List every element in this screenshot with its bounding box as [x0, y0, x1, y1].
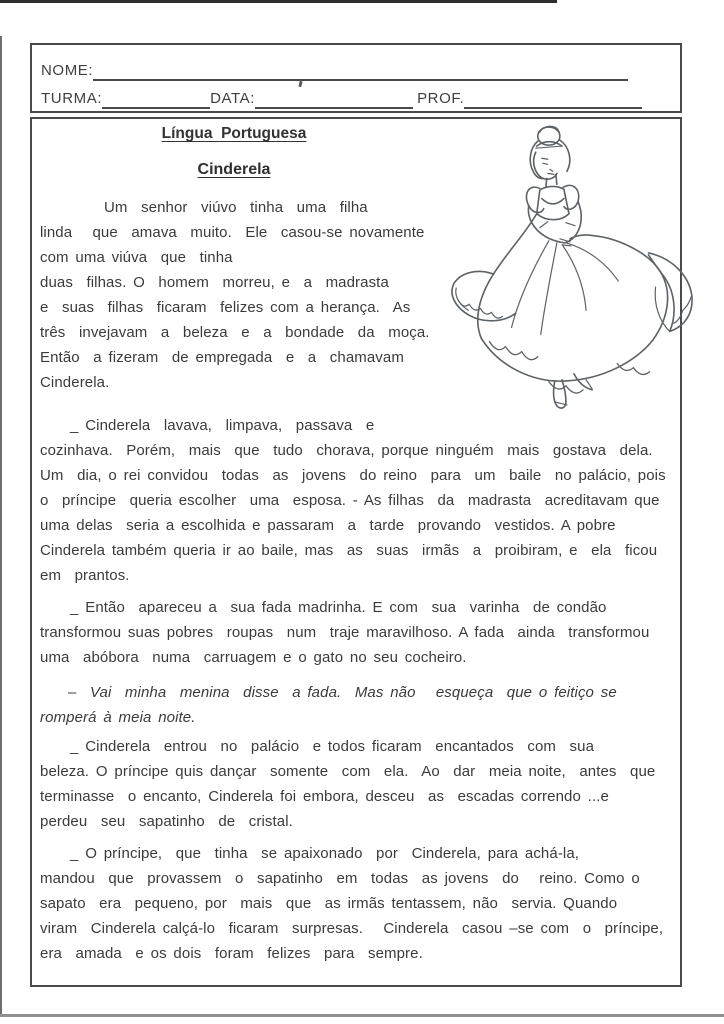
paragraph — [40, 841, 670, 966]
text-line: perdeu seu sapatinho de cristal. — [40, 813, 293, 830]
text-line: terminasse o encanto, Cinderela foi embora, desceu as escadas correndo ...e — [40, 788, 609, 805]
scan-edge-top — [0, 0, 557, 3]
scan-edge-left — [0, 36, 2, 1016]
text-line: era amada e os dois foram felizes para sempre. — [40, 945, 423, 962]
data-blank-line — [255, 91, 413, 109]
nome-blank-line — [93, 63, 628, 81]
text-line: _ Cinderela entrou no palácio e todos ficaram encantados com sua — [70, 738, 595, 755]
face — [534, 152, 557, 179]
paragraph-italic — [40, 680, 670, 730]
text-line: e suas filhas ficaram felizes com a herança. As — [40, 299, 411, 316]
text-line: duas filhas. O homem morreu, e a madrasta — [40, 274, 389, 291]
text-line: _ O príncipe, que tinha se apaixonado por Cinderela, para achá-la, — [70, 845, 580, 862]
text-line: _ Então apareceu a sua fada madrinha. E com sua varinha de condão — [70, 599, 607, 616]
paragraph — [40, 734, 670, 834]
text-line: mandou que provassem o sapatinho em todas as jovens do reino. Como o — [40, 870, 640, 887]
turma-blank-line — [102, 91, 210, 109]
nome-label: NOME: — [41, 62, 94, 79]
text-line: Um senhor viúvo tinha uma filha — [104, 199, 368, 216]
text-line: transformou suas pobres roupas num traje maravilhoso. A fada ainda transformou — [40, 624, 650, 641]
prof-label: PROF. — [417, 90, 465, 107]
text-line: – Vai minha menina disse a fada. Mas não esqueça que o feitiço se — [68, 684, 617, 701]
text-line: linda que amava muito. Ele casou-se novamente — [40, 224, 425, 241]
prof-blank-line — [464, 91, 642, 109]
text-line: o príncipe queria escolher uma esposa. - As filhas da madrasta acreditavam que — [40, 492, 660, 509]
text-line: Então a fizeram de empregada e a chamavam — [40, 349, 404, 366]
student-info-box — [30, 43, 682, 113]
text-line: Um dia, o rei convidou todas as jovens do reino para um baile no palácio, pois — [40, 467, 666, 484]
paragraph — [40, 195, 670, 395]
text-line: viram Cinderela calçá-lo ficaram surpresas. Cinderela casou –se com o príncipe, — [40, 920, 664, 937]
story-box — [30, 117, 682, 987]
story-title: Cinderela — [197, 161, 271, 178]
headings — [40, 123, 428, 181]
text-line: sapato era pequeno, por mais que as irmãs tentassem, não servia. Quando — [40, 895, 618, 912]
text-line: uma delas seria a escolhida e passaram a tarde provando vestidos. A pobre — [40, 517, 616, 534]
text-line: uma abóbora numa carruagem e o gato no seu cocheiro. — [40, 649, 467, 666]
text-line: beleza. O príncipe quis dançar somente com ela. Ao dar meia noite, antes que — [40, 763, 656, 780]
text-line: romperá à meia noite. — [40, 709, 196, 726]
text-line: com uma viúva que tinha — [40, 249, 233, 266]
turma-data-prof-row — [41, 81, 670, 109]
paragraph — [40, 413, 670, 588]
subject-heading: Língua Portuguesa — [161, 125, 307, 142]
scan-edge-bottom — [0, 1014, 724, 1017]
text-line: Cinderela. — [40, 374, 110, 391]
data-label: DATA: — [210, 90, 256, 107]
text-line: em prantos. — [40, 567, 130, 584]
text-line: três invejavam a beleza e a bondade da moça. — [40, 324, 430, 341]
text-line: Cinderela também queria ir ao baile, mas as suas irmãs a proibiram, e ela ficou — [40, 542, 658, 559]
text-line: cozinhava. Porém, mais que tudo chorava, porque ninguém mais gostava dela. — [40, 442, 653, 459]
turma-label: TURMA: — [41, 90, 103, 107]
paragraph — [40, 595, 670, 670]
nome-row — [41, 53, 670, 81]
text-line: _ Cinderela lavava, limpava, passava e — [70, 417, 375, 434]
